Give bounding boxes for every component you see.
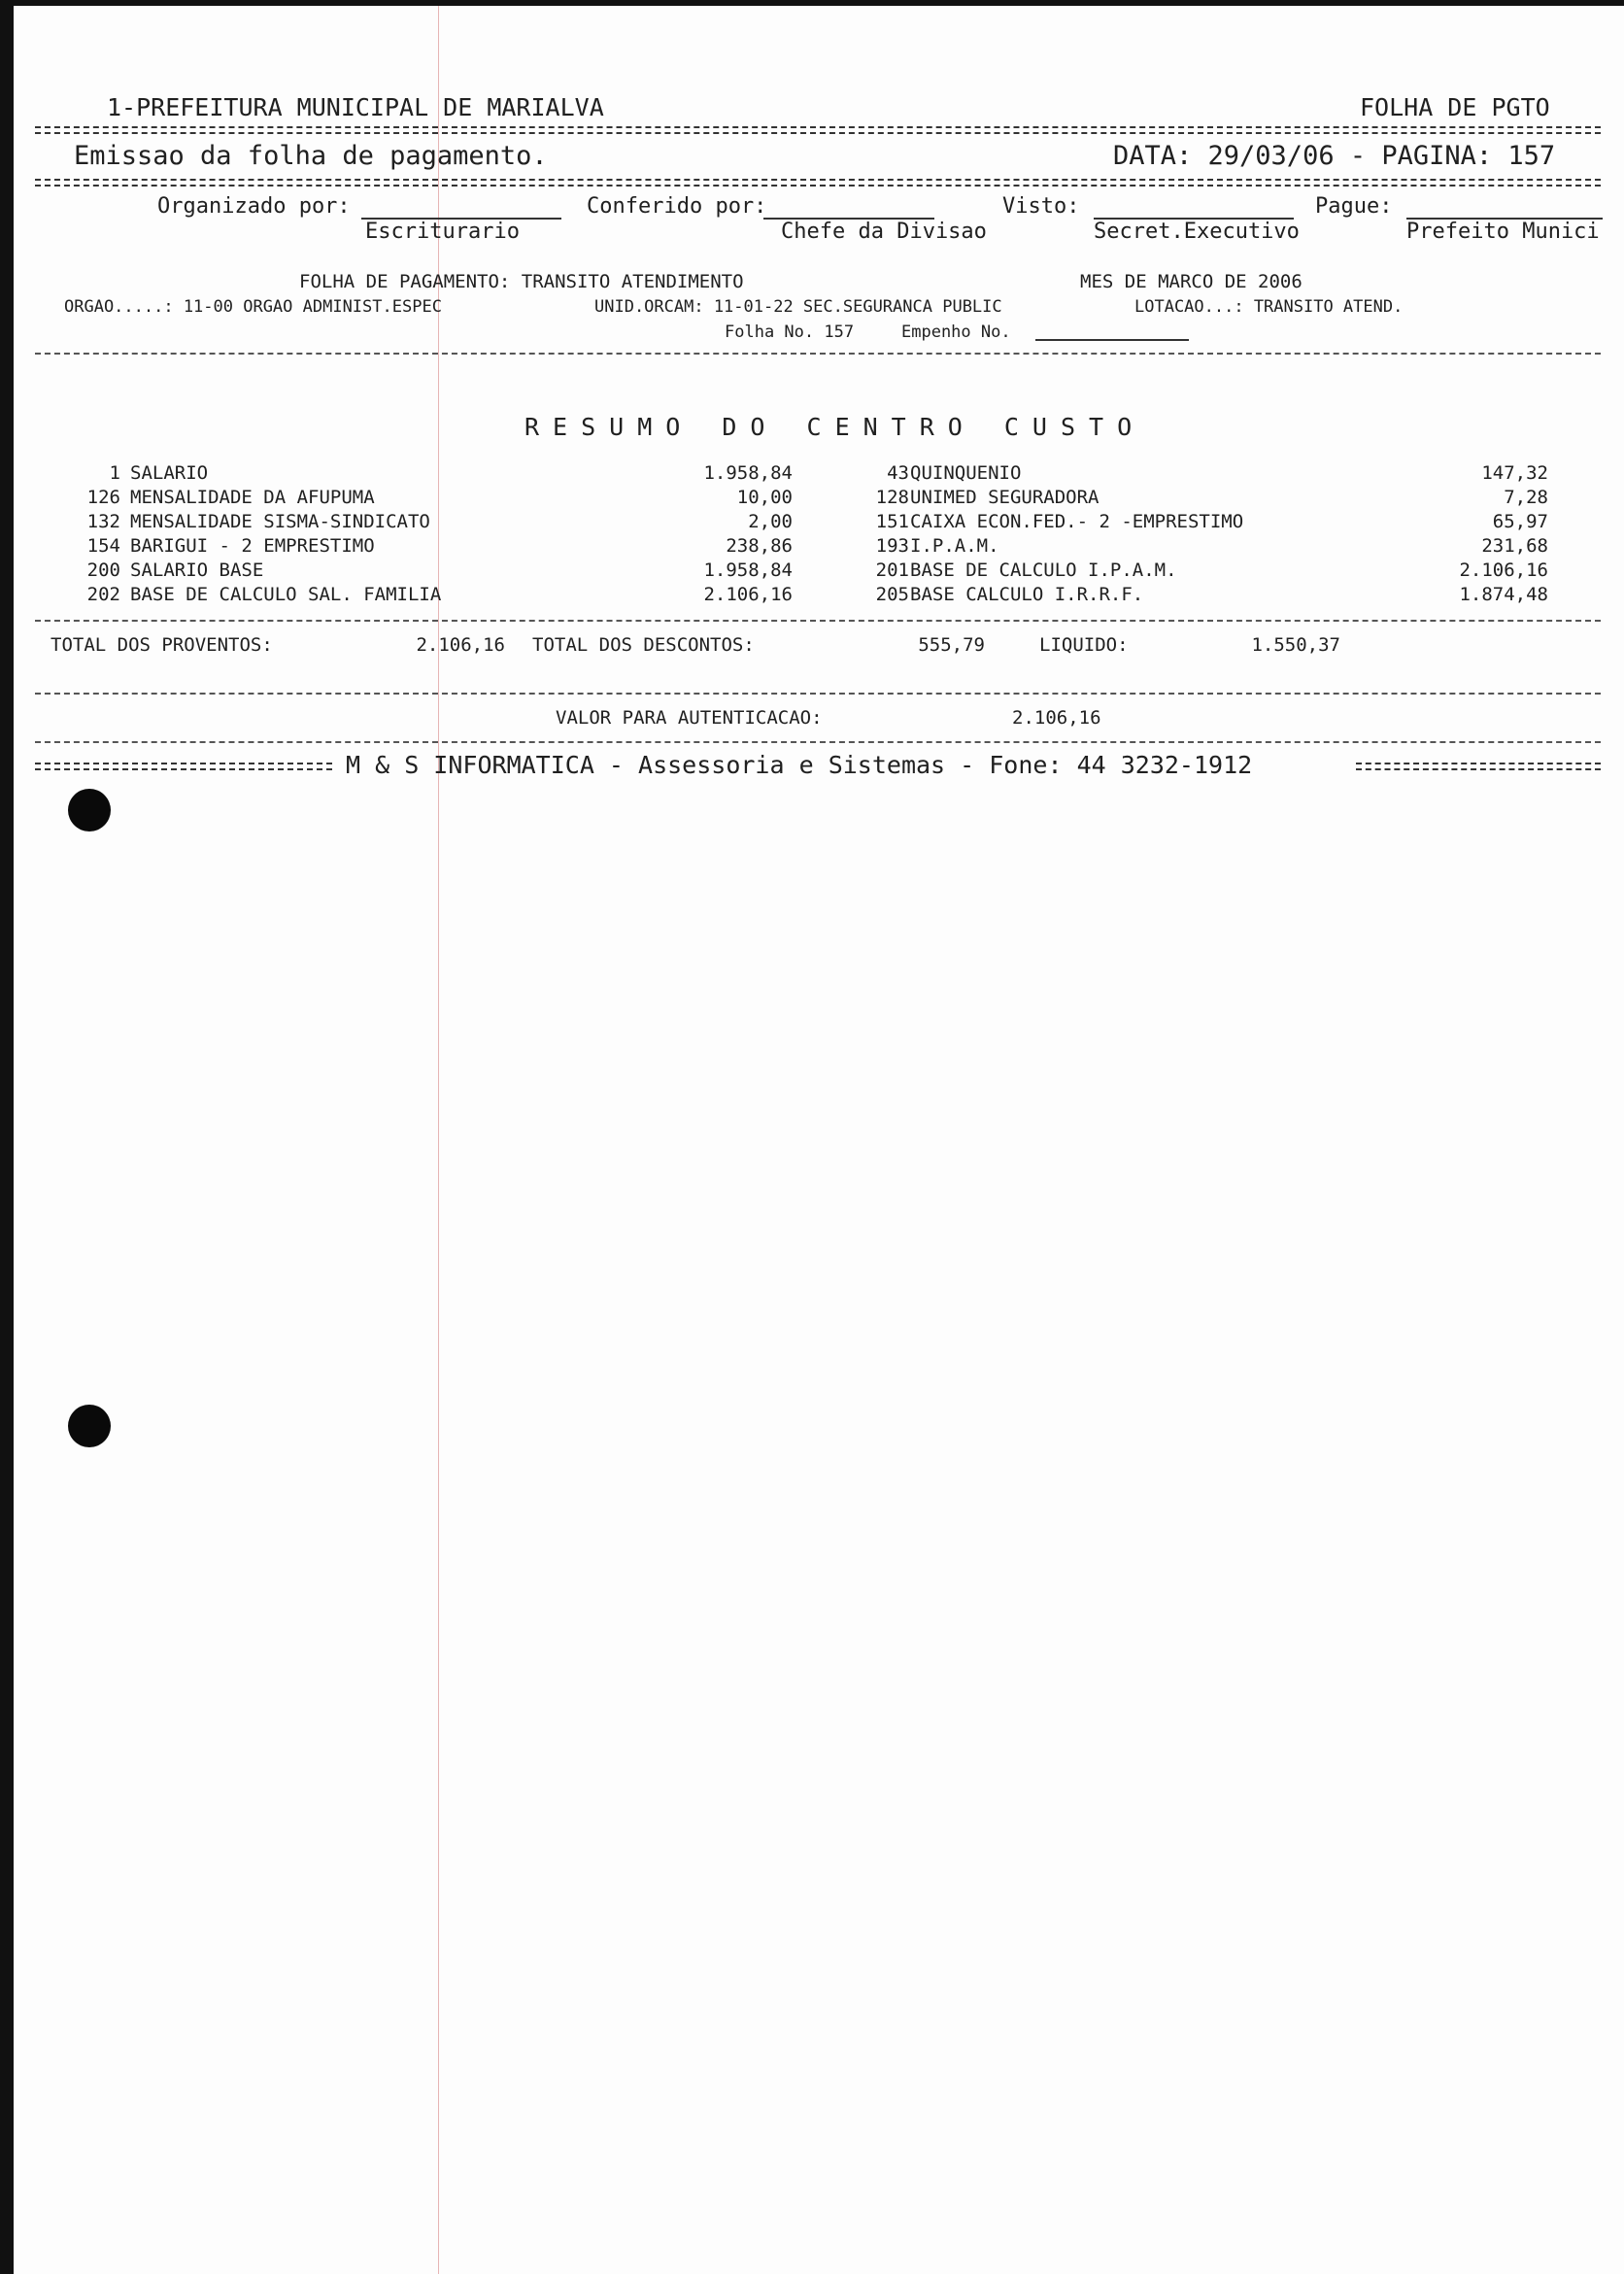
double-separator [35,126,1601,134]
proventos-label: TOTAL DOS PROVENTOS: [51,634,273,656]
liquido-label: LIQUIDO: [1039,634,1129,656]
item-value: 1.958,84 [703,462,793,484]
item-value: 238,86 [726,535,793,557]
empenho-line [1035,339,1189,341]
secret-caption: Secret.Executivo [1094,220,1300,244]
liquido-value: 1.550,37 [1251,634,1340,656]
item-value: 1.874,48 [1459,584,1548,605]
item-code: 128 [875,487,909,508]
autenticacao-value: 2.106,16 [1012,707,1101,729]
item-code: 132 [86,511,120,532]
item-desc: QUINQUENIO [910,462,1022,484]
item-code: 151 [875,511,909,532]
autenticacao-label: VALOR PARA AUTENTICACAO: [556,707,823,729]
folha-number: Folha No. 157 [725,322,855,342]
item-desc: CAIXA ECON.FED.- 2 -EMPRESTIMO [910,511,1244,532]
item-desc: MENSALIDADE SISMA-SINDICATO [130,511,430,532]
punch-hole-top [68,789,111,832]
resumo-title: RESUMO DO CENTRO CUSTO [524,413,1146,441]
footer-text: M & S INFORMATICA - Assessoria e Sistemas - Fone: 44 3232-1912 [346,751,1253,779]
date-page: DATA: 29/03/06 - PAGINA: 157 [1113,141,1556,171]
mes-referencia: MES DE MARCO DE 2006 [1080,271,1303,292]
item-desc: BASE DE CALCULO SAL. FAMILIA [130,584,442,605]
item-value: 7,28 [1504,487,1548,508]
item-desc: BASE DE CALCULO I.P.A.M. [910,560,1177,581]
item-value: 231,68 [1481,535,1548,557]
item-desc: BARIGUI - 2 EMPRESTIMO [130,535,375,557]
scan-border-left [0,0,14,2274]
descontos-label: TOTAL DOS DESCONTOS: [532,634,755,656]
punch-hole-bottom [68,1405,111,1447]
dashed-separator [35,353,1601,355]
item-desc: MENSALIDADE DA AFUPUMA [130,487,375,508]
dashed-separator [35,620,1601,622]
item-code: 43 [887,462,909,484]
doc-type: FOLHA DE PGTO [1360,93,1550,121]
dashed-separator [35,693,1601,695]
chefe-caption: Chefe da Divisao [781,220,987,244]
prefeito-caption: Prefeito Munici [1406,220,1600,244]
item-value: 1.958,84 [703,560,793,581]
item-code: 202 [86,584,120,605]
item-code: 200 [86,560,120,581]
unid-orcam: UNID.ORCAM: 11-01-22 SEC.SEGURANCA PUBLIC [594,297,1002,317]
orgao: ORGAO.....: 11-00 ORGAO ADMINIST.ESPEC [64,297,442,317]
item-desc: SALARIO [130,462,209,484]
proventos-value: 2.106,16 [416,634,505,656]
folha-pagamento: FOLHA DE PAGAMENTO: TRANSITO ATENDIMENTO [299,271,744,292]
item-desc: UNIMED SEGURADORA [910,487,1100,508]
item-value: 65,97 [1492,511,1548,532]
item-code: 201 [875,560,909,581]
footer-rule-left [35,763,332,770]
margin-line [438,6,439,2274]
item-value: 10,00 [736,487,793,508]
item-value: 2.106,16 [703,584,793,605]
item-value: 2,00 [748,511,793,532]
item-code: 193 [875,535,909,557]
empenho-label: Empenho No. [901,322,1011,342]
item-desc: BASE CALCULO I.R.R.F. [910,584,1144,605]
organizado-label: Organizado por: [157,194,351,219]
item-value: 147,32 [1481,462,1548,484]
item-code: 154 [86,535,120,557]
item-code: 205 [875,584,909,605]
item-desc: I.P.A.M. [910,535,999,557]
item-code: 1 [109,462,120,484]
visto-label: Visto: [1002,194,1080,219]
item-value: 2.106,16 [1459,560,1548,581]
scan-border-top [0,0,1624,6]
dashed-separator [35,741,1601,743]
item-code: 126 [86,487,120,508]
descontos-value: 555,79 [918,634,985,656]
pague-label: Pague: [1315,194,1393,219]
escriturario-caption: Escriturario [365,220,520,244]
lotacao: LOTACAO...: TRANSITO ATEND. [1134,297,1404,317]
emission-title: Emissao da folha de pagamento. [74,141,548,171]
footer-rule-right [1356,763,1601,770]
conferido-label: Conferido por: [587,194,767,219]
org-name: 1-PREFEITURA MUNICIPAL DE MARIALVA [107,93,604,121]
item-desc: SALARIO BASE [130,560,264,581]
double-separator [35,179,1601,187]
